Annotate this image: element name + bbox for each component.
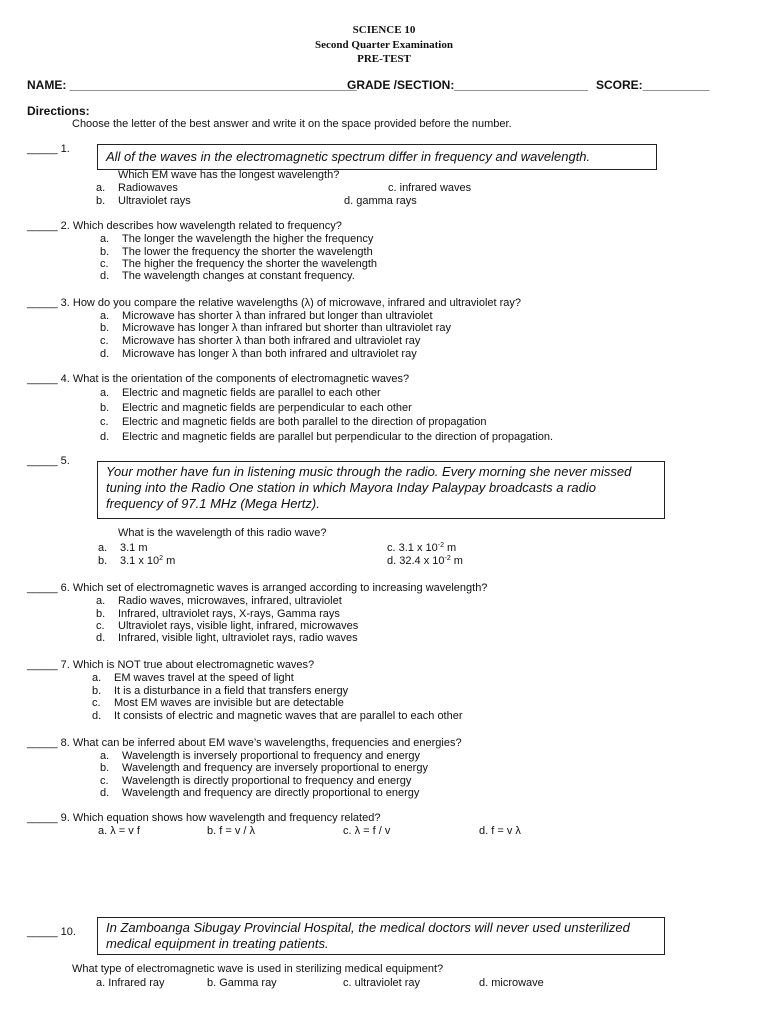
q6-option-b: b. Infrared, ultraviolet rays, X-rays, Gamma rays (96, 608, 340, 620)
q9-option-a: a. λ = v f (98, 825, 140, 837)
q3-option-d: d. Microwave has longer λ than both infrared and ultraviolet ray (100, 348, 417, 360)
grade-section-field: GRADE /SECTION:____________________ (347, 78, 588, 92)
q10-stem: What type of electromagnetic wave is used in sterilizing medical equipment? (72, 963, 444, 975)
q9-option-c: c. λ = f / v (343, 825, 391, 837)
q2-option-d: d. The wavelength changes at constant frequency. (100, 270, 355, 282)
q6-option-c: c. Ultraviolet rays, visible light, infrared, microwaves (96, 620, 359, 632)
q4-stem: _____ 4. What is the orientation of the components of electromagnetic waves? (27, 373, 410, 385)
q10-option-a: a. Infrared ray (96, 977, 165, 989)
q7-stem: _____ 7. Which is NOT true about electromagnetic waves? (27, 659, 315, 671)
subject-title: SCIENCE 10 (352, 24, 416, 36)
q2-option-c: c. The higher the frequency the shorter the wavelength (100, 258, 377, 270)
q3-option-b: b. Microwave has longer λ than infrared but shorter than ultraviolet ray (100, 322, 451, 334)
q5-option-b: b. 3.1 x $10^2$ m (98, 555, 176, 567)
q8-stem: _____ 8. What can be inferred about EM wave’s wavelengths, frequencies and energies? (27, 737, 462, 749)
q1-option-a: a. Radiowaves (96, 182, 178, 194)
q3-option-c: c. Microwave has shorter λ than both infrared and ultraviolet ray (100, 335, 421, 347)
q9-stem: _____ 9. Which equation shows how wavelength and frequency related? (27, 812, 381, 824)
q4-option-b: b. Electric and magnetic fields are perpendicular to each other (100, 402, 412, 414)
q5-stem: What is the wavelength of this radio wave? (118, 527, 327, 539)
q6-stem: _____ 6. Which set of electromagnetic waves is arranged according to increasing wavelength? (27, 582, 488, 594)
directions-text: Choose the letter of the best answer and write it on the space provided before the number. (72, 118, 512, 130)
q1-option-c: c. infrared waves (388, 182, 472, 194)
q8-option-a: a. Wavelength is inversely proportional to frequency and energy (100, 750, 420, 762)
exam-title: Second Quarter Examination (315, 39, 453, 51)
q10-option-b: b. Gamma ray (207, 977, 277, 989)
q5-context-box: Your mother have fun in listening music through the radio. Every morning she never missed tuning into the Radio One station in which Mayora Inday Palaypay broadcasts a radio frequency of 97.1 MHz (Mega Hertz). (97, 461, 665, 519)
q2-stem: _____ 2. Which describes how wavelength related to frequency? (27, 220, 342, 232)
test-type: PRE-TEST (357, 53, 411, 65)
q5-option-a: a. 3.1 m (98, 542, 148, 554)
q5-number: _____ 5. (27, 455, 70, 467)
directions-label: Directions: (27, 104, 90, 118)
q1-number: _____ 1. (27, 143, 70, 155)
q1-option-b: b. Ultraviolet rays (96, 195, 191, 207)
q3-option-a: a. Microwave has shorter λ than infrared but longer than ultraviolet (100, 310, 433, 322)
q5-option-d: d. 32.4 x $10^{-2}$ m (387, 555, 463, 567)
q6-option-a: a. Radio waves, microwaves, infrared, ultraviolet (96, 595, 342, 607)
q8-option-b: b. Wavelength and frequency are inversely proportional to energy (100, 762, 428, 774)
q7-option-b: b. It is a disturbance in a field that transfers energy (92, 685, 349, 697)
q10-option-c: c. ultraviolet ray (343, 977, 421, 989)
q2-option-b: b. The lower the frequency the shorter the wavelength (100, 246, 373, 258)
q4-option-a: a. Electric and magnetic fields are parallel to each other (100, 387, 381, 399)
q1-option-d: d. gamma rays (344, 195, 417, 207)
name-field: NAME: ___________________________________________ (27, 78, 357, 92)
q8-option-d: d. Wavelength and frequency are directly proportional to energy (100, 787, 420, 799)
q5-option-c: c. 3.1 x $10^{-2}$ m (387, 542, 457, 554)
q7-option-d: d. It consists of electric and magnetic waves that are parallel to each other (92, 710, 463, 722)
q6-option-d: d. Infrared, visible light, ultraviolet rays, radio waves (96, 632, 358, 644)
q1-stem: Which EM wave has the longest wavelength? (118, 169, 340, 181)
q9-option-d: d. f = v λ (479, 825, 521, 837)
q7-option-c: c. Most EM waves are invisible but are detectable (92, 697, 344, 709)
q10-option-d: d. microwave (479, 977, 544, 989)
q1-context-box: All of the waves in the electromagnetic spectrum differ in frequency and wavelength. (97, 144, 657, 170)
q2-option-a: a. The longer the wavelength the higher the frequency (100, 233, 374, 245)
q10-context-box: In Zamboanga Sibugay Provincial Hospital, the medical doctors will never used unsterilized medical equipment in treating patients. (97, 917, 665, 955)
q4-option-d: d. Electric and magnetic fields are parallel but perpendicular to the direction of propagation. (100, 431, 554, 443)
q9-option-b: b. f = v / λ (207, 825, 255, 837)
q10-number: _____ 10. (27, 926, 76, 938)
q4-option-c: c. Electric and magnetic fields are both parallel to the direction of propagation (100, 416, 487, 428)
q8-option-c: c. Wavelength is directly proportional to frequency and energy (100, 775, 412, 787)
score-field: SCORE:__________ (596, 78, 710, 92)
q7-option-a: a. EM waves travel at the speed of light (92, 672, 294, 684)
q3-stem: _____ 3. How do you compare the relative wavelengths (λ) of microwave, infrared and ultraviolet ray? (27, 297, 522, 309)
